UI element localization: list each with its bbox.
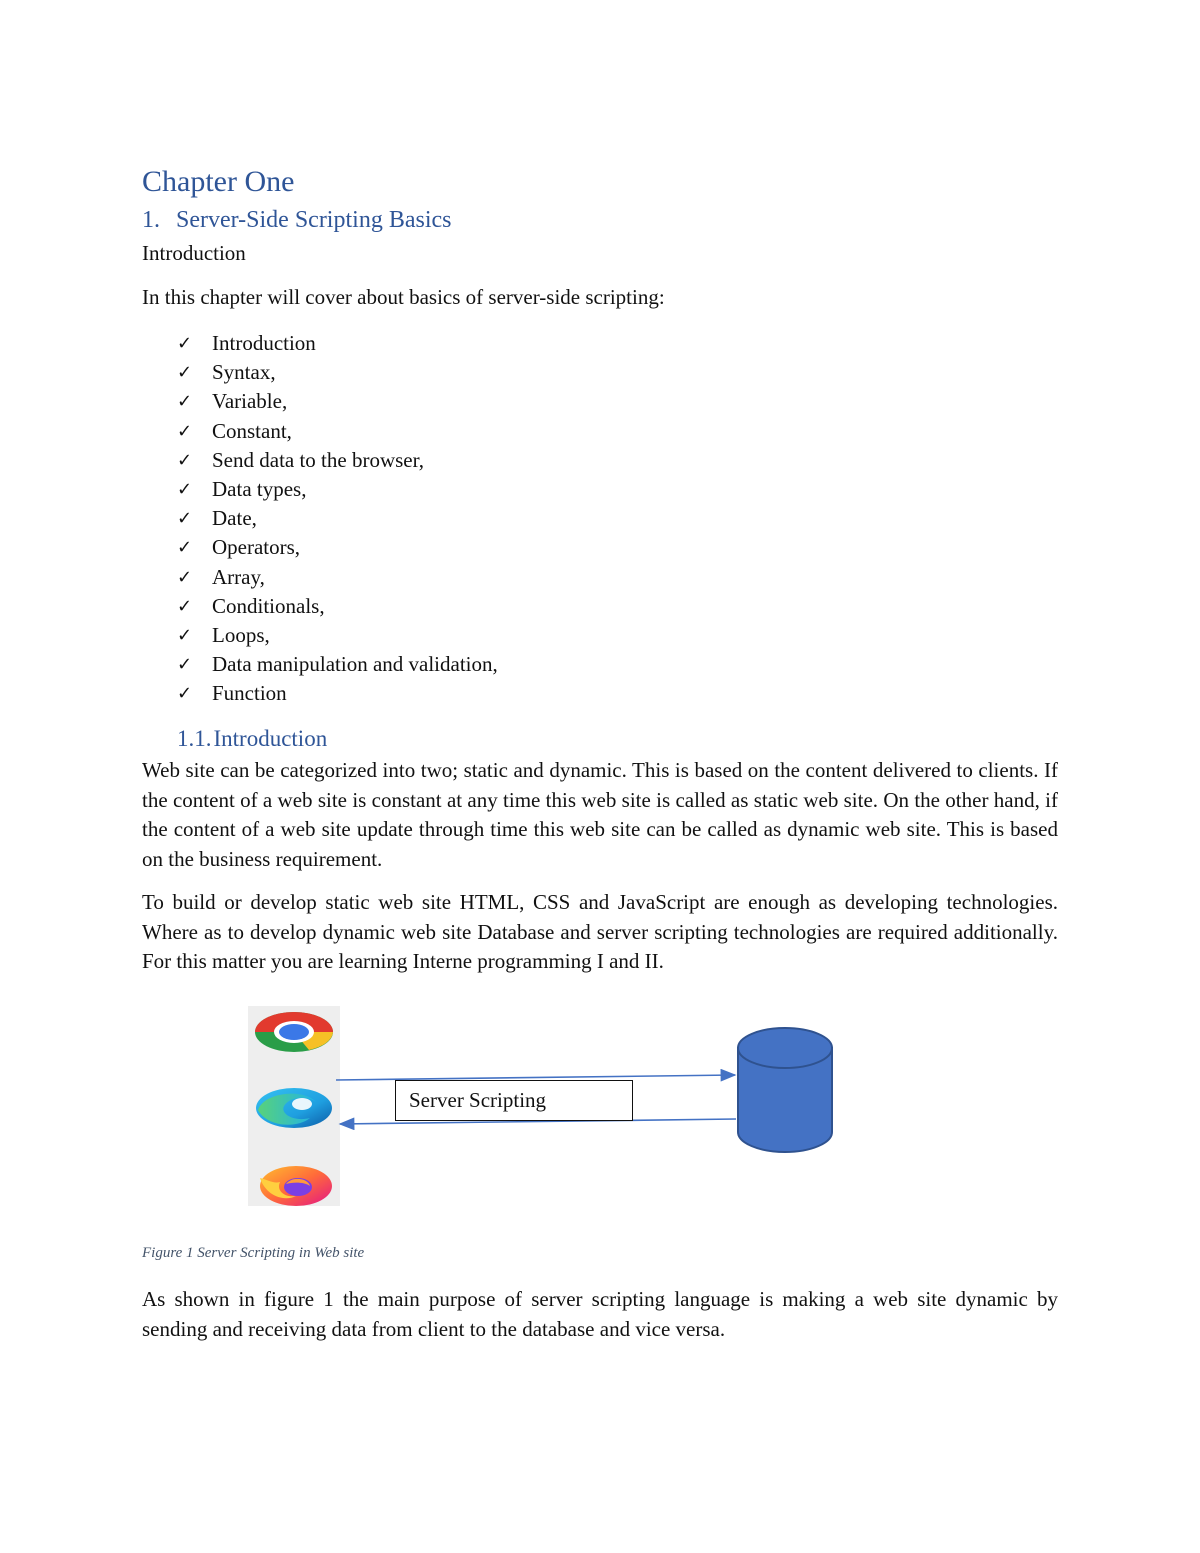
checkmark-icon: ✓ (177, 624, 193, 646)
subsection-number: 1.1. (177, 726, 212, 751)
section-title: Server-Side Scripting Basics (176, 207, 452, 233)
paragraph-technologies: To build or develop static web site HTML, CSS and JavaScript are enough as developing technologies. Where as to develop dynamic web site Database and server scripting technologies are required additionally. For this matter you are learning Interne programming I and II. (142, 890, 1058, 973)
checkmark-icon: ✓ (177, 333, 193, 354)
intro-label: Introduction (142, 241, 246, 265)
list-item: ✓ Syntax, (177, 358, 498, 387)
subsection-heading (177, 726, 327, 752)
server-scripting-diagram (248, 1006, 848, 1216)
checkmark-icon: ✓ (177, 508, 193, 530)
list-item: ✓ Data manipulation and validation, (177, 650, 498, 679)
list-item: ✓ Introduction (177, 329, 498, 358)
paragraph-static-dynamic: Web site can be categorized into two; static and dynamic. This is based on the content delivered to clients. If the content of a web site is constant at any time this web site is called as static web site. On the other hand, if the content of a web site update through time this web site can be called as dynamic web site. This is based on the business requirement. (142, 758, 1058, 871)
checkmark-icon: ✓ (177, 683, 193, 705)
checkmark-icon: ✓ (177, 362, 193, 384)
checkmark-icon: ✓ (177, 391, 193, 413)
checkmark-icon: ✓ (177, 654, 193, 676)
subsection-title: Introduction (213, 726, 328, 751)
checkmark-icon: ✓ (177, 566, 193, 588)
checkmark-icon: ✓ (177, 595, 193, 617)
chapter-title: Chapter One (142, 165, 295, 198)
figure-caption: Figure 1 Server Scripting in Web site (142, 1245, 365, 1261)
database-icon (736, 1026, 834, 1156)
checkmark-icon: ✓ (177, 449, 193, 471)
section-heading (142, 206, 451, 235)
list-item: ✓ Variable, (177, 387, 498, 416)
list-item: ✓ Array, (177, 563, 498, 592)
list-item: ✓ Loops, (177, 621, 498, 650)
intro-text: In this chapter will cover about basics of server-side scripting: (142, 285, 665, 309)
checkmark-icon: ✓ (177, 420, 193, 442)
list-item: ✓ Send data to the browser, (177, 446, 498, 475)
paragraph-figure-explanation: As shown in figure 1 the main purpose of server scripting language is making a web site dynamic by sending and receiving data from client to the database and vice versa. (142, 1287, 1058, 1341)
section-number: 1. (142, 207, 160, 233)
list-item: ✓ Conditionals, (177, 592, 498, 621)
topic-checklist (177, 329, 498, 708)
server-scripting-box: Server Scripting (395, 1080, 633, 1121)
list-item: ✓ Date, (177, 504, 498, 533)
checkmark-icon: ✓ (177, 537, 193, 559)
list-item: ✓ Data types, (177, 475, 498, 504)
list-item: ✓ Operators, (177, 533, 498, 562)
list-item: ✓ Constant, (177, 417, 498, 446)
checkmark-icon: ✓ (177, 478, 193, 500)
list-item: ✓ Function (177, 679, 498, 708)
